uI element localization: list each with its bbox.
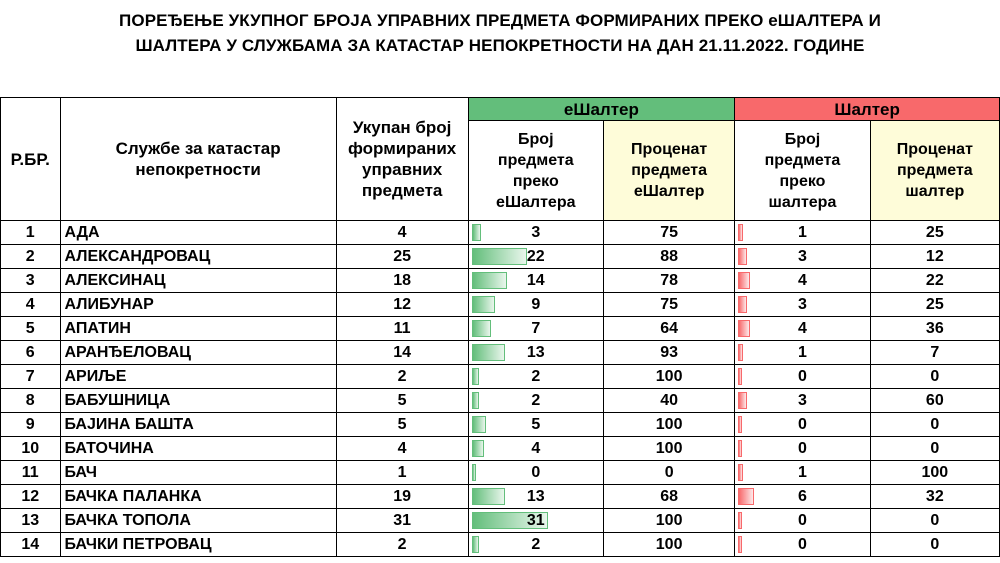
data-bar <box>738 368 742 385</box>
cell-total: 1 <box>336 461 468 485</box>
data-bar <box>472 416 486 433</box>
title-line-2: ШАЛТЕРА У СЛУЖБАМА ЗА КАТАСТАР НЕПОКРЕТНОСТИ НА ДАН 21.11.2022. ГОДИНЕ <box>135 36 865 55</box>
cell-total: 31 <box>336 509 468 533</box>
cell-eshalter-count <box>468 437 604 461</box>
cell-shalter-count <box>735 293 870 317</box>
bar-value: 4 <box>798 271 807 289</box>
cell-total: 12 <box>336 293 468 317</box>
cell-shalter-pct: 0 <box>870 365 999 389</box>
cell-eshalter-count <box>468 485 604 509</box>
cell-eshalter-pct: 64 <box>604 317 735 341</box>
cell-office-name: АЛИБУНАР <box>60 293 336 317</box>
cell-office-name: АЛЕКСАНДРОВАЦ <box>60 245 336 269</box>
header-eshalter-pct: Проценат предмета еШалтер <box>604 121 735 221</box>
bar-value: 3 <box>798 391 807 409</box>
cell-rbr: 1 <box>1 221 61 245</box>
cell-shalter-count <box>735 221 870 245</box>
cell-rbr: 3 <box>1 269 61 293</box>
cell-shalter-pct: 22 <box>870 269 999 293</box>
cell-rbr: 8 <box>1 389 61 413</box>
cell-shalter-pct: 0 <box>870 509 999 533</box>
cell-total: 2 <box>336 533 468 557</box>
bar-value: 14 <box>526 271 545 289</box>
cell-eshalter-count <box>468 221 604 245</box>
cell-total: 14 <box>336 341 468 365</box>
cell-shalter-pct: 60 <box>870 389 999 413</box>
cell-total: 4 <box>336 221 468 245</box>
bar-value: 22 <box>526 247 545 265</box>
bar-value: 0 <box>798 367 807 385</box>
comparison-table <box>0 97 1000 557</box>
cell-office-name: БАЧ <box>60 461 336 485</box>
cell-eshalter-pct: 75 <box>604 221 735 245</box>
cell-office-name: БАЧКА ТОПОЛА <box>60 509 336 533</box>
cell-shalter-count <box>735 365 870 389</box>
data-bar <box>738 392 747 409</box>
cell-rbr: 9 <box>1 413 61 437</box>
cell-eshalter-count <box>468 509 604 533</box>
cell-shalter-count <box>735 389 870 413</box>
cell-rbr: 13 <box>1 509 61 533</box>
cell-rbr: 12 <box>1 485 61 509</box>
cell-eshalter-pct: 40 <box>604 389 735 413</box>
cell-eshalter-count <box>468 389 604 413</box>
data-bar <box>472 344 505 361</box>
data-bar <box>472 272 507 289</box>
data-bar <box>738 296 747 313</box>
cell-shalter-pct: 0 <box>870 413 999 437</box>
data-bar <box>738 536 742 553</box>
table-row <box>1 413 1000 437</box>
cell-office-name: БАБУШНИЦА <box>60 389 336 413</box>
cell-eshalter-pct: 93 <box>604 341 735 365</box>
cell-eshalter-count <box>468 341 604 365</box>
cell-office-name: БАТОЧИНА <box>60 437 336 461</box>
table-row <box>1 269 1000 293</box>
cell-eshalter-pct: 88 <box>604 245 735 269</box>
cell-rbr: 2 <box>1 245 61 269</box>
bar-value: 1 <box>798 223 807 241</box>
cell-rbr: 11 <box>1 461 61 485</box>
data-bar <box>738 464 743 481</box>
cell-office-name: АЛЕКСИНАЦ <box>60 269 336 293</box>
bar-value: 3 <box>531 223 541 241</box>
data-bar <box>472 224 481 241</box>
cell-office-name: БАЧКА ПАЛАНКА <box>60 485 336 509</box>
data-bar <box>472 392 479 409</box>
cell-shalter-pct: 0 <box>870 533 999 557</box>
header-total: Укупан број формираних управних предмета <box>336 98 468 221</box>
cell-office-name: АРАНЂЕЛОВАЦ <box>60 341 336 365</box>
cell-office-name: АДА <box>60 221 336 245</box>
bar-value: 2 <box>531 391 541 409</box>
data-bar <box>738 416 742 433</box>
cell-eshalter-pct: 75 <box>604 293 735 317</box>
table-row <box>1 437 1000 461</box>
cell-eshalter-count <box>468 365 604 389</box>
data-bar <box>472 368 479 385</box>
cell-shalter-pct: 25 <box>870 293 999 317</box>
table-row <box>1 317 1000 341</box>
data-bar <box>472 440 484 457</box>
cell-eshalter-count <box>468 317 604 341</box>
data-bar <box>472 464 476 481</box>
cell-eshalter-pct: 100 <box>604 533 735 557</box>
cell-eshalter-count <box>468 293 604 317</box>
data-bar <box>738 488 754 505</box>
cell-shalter-pct: 7 <box>870 341 999 365</box>
header-eshalter-count: Број предмета преко еШалтера <box>468 121 604 221</box>
table-row <box>1 485 1000 509</box>
cell-total: 2 <box>336 365 468 389</box>
cell-eshalter-pct: 100 <box>604 509 735 533</box>
bar-value: 9 <box>531 295 541 313</box>
cell-eshalter-pct: 78 <box>604 269 735 293</box>
cell-office-name: АРИЉЕ <box>60 365 336 389</box>
table-row <box>1 461 1000 485</box>
bar-value: 0 <box>798 439 807 457</box>
data-bar <box>472 488 505 505</box>
bar-value: 0 <box>798 415 807 433</box>
table-row <box>1 389 1000 413</box>
cell-shalter-pct: 36 <box>870 317 999 341</box>
data-bar <box>472 536 479 553</box>
bar-value: 1 <box>798 343 807 361</box>
data-bar <box>738 512 742 529</box>
data-bar <box>738 344 743 361</box>
cell-shalter-pct: 12 <box>870 245 999 269</box>
cell-eshalter-count <box>468 269 604 293</box>
cell-shalter-count <box>735 437 870 461</box>
cell-rbr: 5 <box>1 317 61 341</box>
cell-rbr: 14 <box>1 533 61 557</box>
cell-eshalter-count <box>468 461 604 485</box>
bar-value: 4 <box>531 439 541 457</box>
cell-shalter-count <box>735 413 870 437</box>
cell-shalter-count <box>735 509 870 533</box>
cell-total: 18 <box>336 269 468 293</box>
bar-value: 3 <box>798 295 807 313</box>
data-bar <box>738 440 742 457</box>
bar-value: 31 <box>526 511 545 529</box>
cell-shalter-count <box>735 533 870 557</box>
cell-office-name: АПАТИН <box>60 317 336 341</box>
cell-total: 5 <box>336 413 468 437</box>
bar-value: 0 <box>531 463 541 481</box>
report-title <box>0 8 1000 58</box>
data-bar <box>738 248 747 265</box>
cell-shalter-pct: 100 <box>870 461 999 485</box>
bar-value: 6 <box>798 487 807 505</box>
cell-eshalter-count <box>468 533 604 557</box>
cell-shalter-pct: 0 <box>870 437 999 461</box>
table-body <box>1 221 1000 557</box>
bar-value: 0 <box>798 511 807 529</box>
header-eshalter-group: еШалтер <box>468 98 735 121</box>
header-shalter-group: Шалтер <box>735 98 1000 121</box>
bar-value: 13 <box>526 487 545 505</box>
table-row <box>1 221 1000 245</box>
cell-total: 25 <box>336 245 468 269</box>
cell-shalter-count <box>735 245 870 269</box>
data-bar <box>738 224 743 241</box>
data-bar <box>738 272 750 289</box>
bar-value: 3 <box>798 247 807 265</box>
bar-value: 4 <box>798 319 807 337</box>
cell-total: 5 <box>336 389 468 413</box>
cell-shalter-pct: 32 <box>870 485 999 509</box>
table-row <box>1 533 1000 557</box>
cell-office-name: БАЈИНА БАШТА <box>60 413 336 437</box>
table-row <box>1 341 1000 365</box>
data-bar <box>472 248 527 265</box>
cell-shalter-count <box>735 341 870 365</box>
cell-eshalter-pct: 68 <box>604 485 735 509</box>
cell-rbr: 10 <box>1 437 61 461</box>
cell-eshalter-pct: 100 <box>604 365 735 389</box>
data-bar <box>472 320 491 337</box>
cell-shalter-count <box>735 269 870 293</box>
cell-shalter-count <box>735 317 870 341</box>
cell-shalter-pct: 25 <box>870 221 999 245</box>
cell-eshalter-count <box>468 413 604 437</box>
cell-eshalter-pct: 0 <box>604 461 735 485</box>
table-row <box>1 365 1000 389</box>
data-bar <box>738 320 750 337</box>
cell-eshalter-pct: 100 <box>604 413 735 437</box>
data-bar <box>472 296 495 313</box>
cell-rbr: 6 <box>1 341 61 365</box>
bar-value: 5 <box>531 415 541 433</box>
bar-value: 7 <box>531 319 541 337</box>
cell-shalter-count <box>735 485 870 509</box>
bar-value: 13 <box>526 343 545 361</box>
cell-eshalter-count <box>468 245 604 269</box>
cell-total: 11 <box>336 317 468 341</box>
header-rbr: Р.БР. <box>1 98 61 221</box>
bar-value: 2 <box>531 367 541 385</box>
cell-total: 19 <box>336 485 468 509</box>
cell-office-name: БАЧКИ ПЕТРОВАЦ <box>60 533 336 557</box>
table-row <box>1 245 1000 269</box>
bar-value: 0 <box>798 535 807 553</box>
title-line-1: ПОРЕЂЕЊЕ УКУПНОГ БРОЈА УПРАВНИХ ПРЕДМЕТА ФОРМИРАНИХ ПРЕКО еШАЛТЕРА И <box>119 11 881 30</box>
header-office: Службе за катастар непокретности <box>60 98 336 221</box>
cell-rbr: 7 <box>1 365 61 389</box>
cell-rbr: 4 <box>1 293 61 317</box>
table-row <box>1 509 1000 533</box>
cell-eshalter-pct: 100 <box>604 437 735 461</box>
cell-total: 4 <box>336 437 468 461</box>
header-shalter-count: Број предмета преко шалтера <box>735 121 870 221</box>
table-row <box>1 293 1000 317</box>
cell-shalter-count <box>735 461 870 485</box>
header-shalter-pct: Проценат предмета шалтер <box>870 121 999 221</box>
bar-value: 1 <box>798 463 807 481</box>
bar-value: 2 <box>531 535 541 553</box>
